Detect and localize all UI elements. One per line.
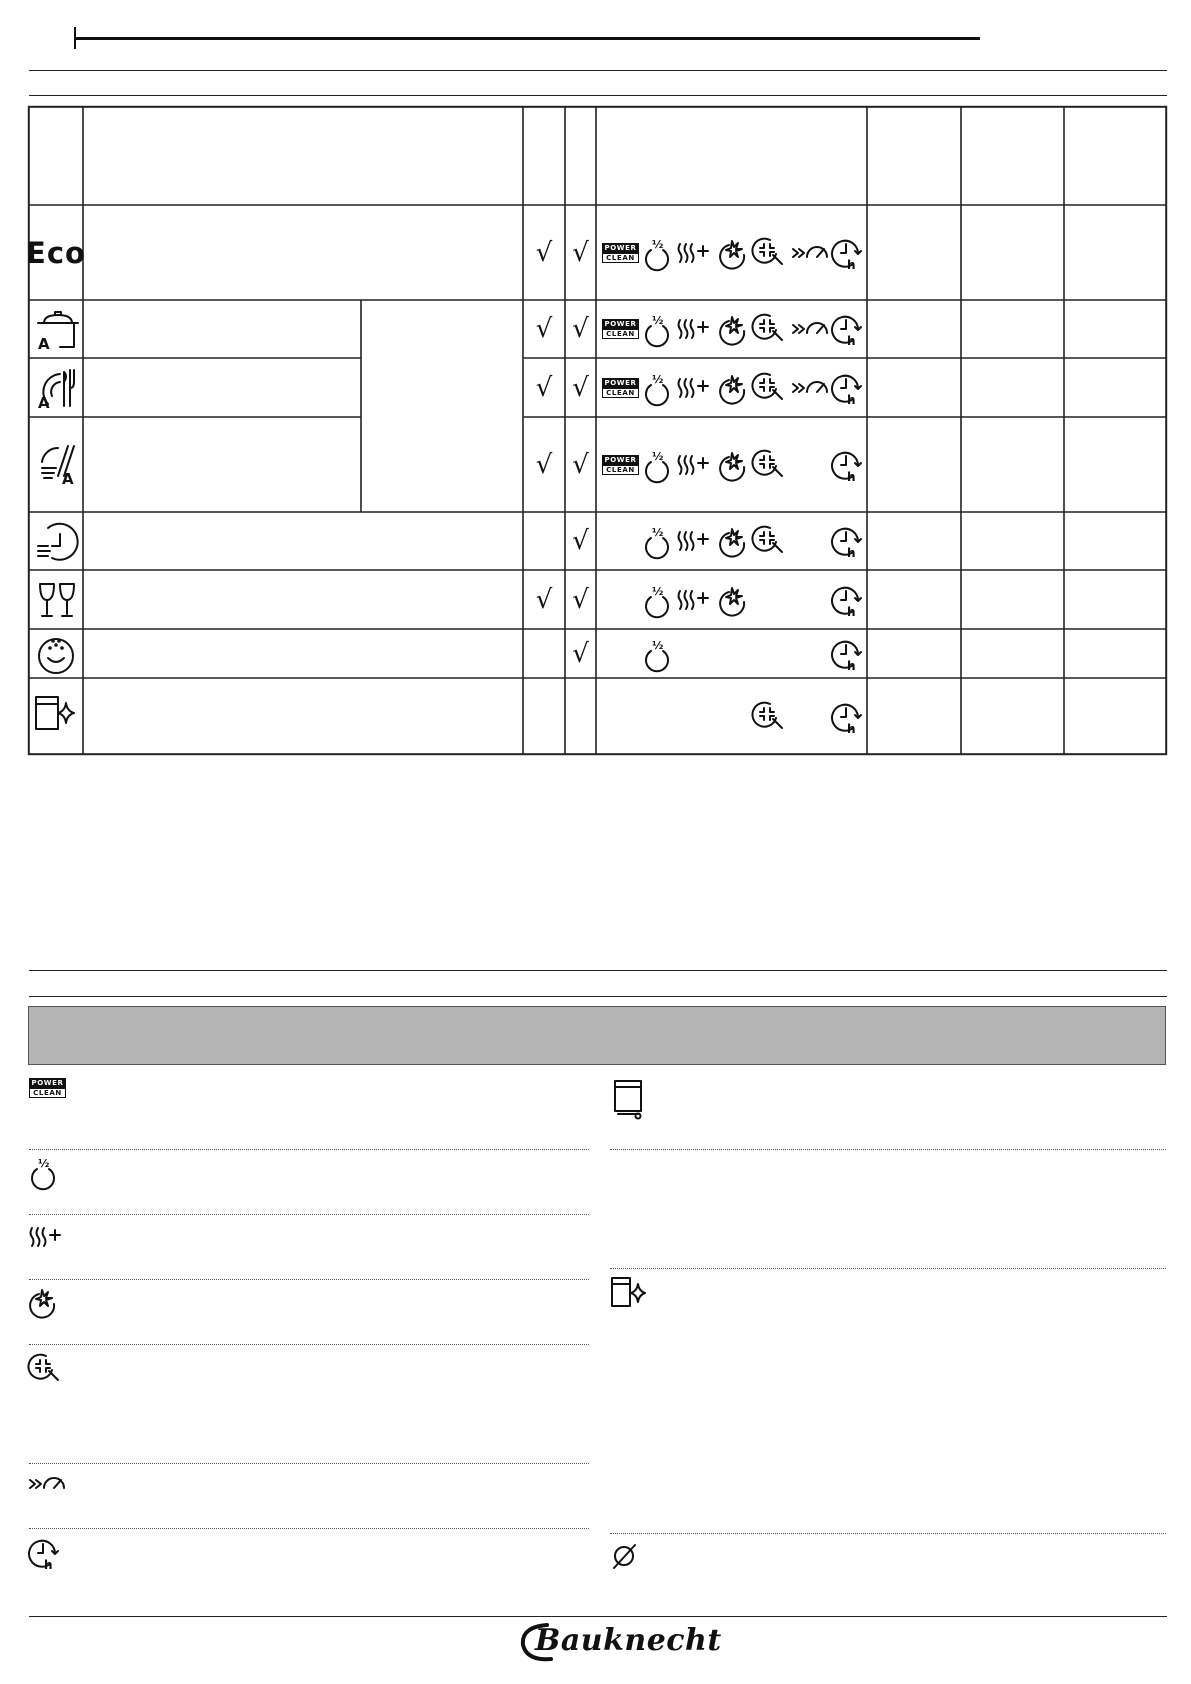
silent-smile-icon [34,634,78,676]
wine-glasses-icon [34,580,78,620]
legend-divider [29,1149,589,1150]
half-load-icon [642,372,672,404]
svg-text:h: h [44,1558,53,1572]
sanitize-icon [718,584,750,616]
power-clean-icon [602,378,639,398]
svg-text:½: ½ [652,638,664,652]
delay-start-icon [831,637,865,671]
svg-text:½: ½ [652,526,664,539]
extra-dry-icon [676,314,712,344]
half-load-icon [642,584,672,616]
turbo-icon [28,1472,68,1496]
dishwasher-tablet-icon [612,1078,648,1120]
delay-start-icon [831,583,865,617]
options-header-bar [28,1006,1166,1065]
zone-wash-icon [752,236,784,270]
zone-wash-icon [752,448,784,482]
svg-text:A: A [38,335,50,353]
power-clean-top: POWER [29,1078,66,1088]
legend-divider [29,1463,589,1464]
sanitize-icon [28,1286,60,1318]
check-col1-row5 [523,512,565,570]
check-col1-row6: √ [535,584,553,615]
half-load-icon [642,525,672,557]
legend-divider [29,1279,589,1280]
sanitize-icon [718,525,750,557]
svg-text:½: ½ [652,584,664,598]
delay-start-icon [831,700,865,734]
delay-start-icon [831,371,865,405]
check-col1-row3: √ [535,372,553,403]
power-clean-top: POWER [602,243,639,253]
turbo-icon [791,376,831,400]
zone-wash-icon [752,312,784,346]
legend-divider [29,1528,589,1529]
svg-text:½: ½ [652,314,664,327]
extra-dry-icon [676,238,712,268]
zone-wash-icon [752,371,784,405]
check-col2-row8 [565,678,596,755]
plate-cutlery-auto-icon [34,366,78,410]
eco-program-icon: Eco [26,235,86,270]
check-col2-row6: √ [572,584,589,615]
programs-table [28,106,1167,755]
check-col2-row2: √ [572,314,589,344]
options-rule-2 [29,996,1167,997]
svg-text:h: h [847,257,856,272]
check-col1-row7 [523,629,565,678]
top-rule-2 [29,95,1167,96]
check-col2-row1: √ [572,237,589,268]
svg-text:h: h [847,334,856,348]
dishes-cutlery-auto-icon [34,440,78,488]
sanitize-icon [718,449,750,481]
svg-text:½: ½ [652,372,664,386]
svg-text:½: ½ [652,449,664,463]
extra-dry-icon [676,526,712,556]
half-load-icon [642,313,672,345]
sanitize-icon [718,313,750,345]
machine-care-icon [34,693,78,733]
svg-text:½: ½ [38,1157,50,1170]
svg-text:A: A [38,394,50,412]
zone-wash-icon [28,1352,60,1386]
check-col1-row4: √ [535,449,553,480]
power-clean-icon [29,1078,66,1098]
svg-text:h: h [847,469,856,484]
extra-dry-icon [28,1222,64,1252]
delay-start-icon [831,448,865,482]
options-rule-1 [29,970,1167,971]
power-clean-top: POWER [602,319,639,329]
power-clean-bottom: CLEAN [602,253,639,263]
legend-divider [610,1533,1166,1534]
power-clean-bottom: CLEAN [602,465,639,475]
delay-start-icon [831,312,865,346]
quick-wash-icon [34,520,78,562]
brand-logo [517,1619,722,1665]
svg-text:h: h [847,721,856,736]
turbo-icon [791,241,831,265]
legend-divider [29,1344,589,1345]
power-clean-top: POWER [602,378,639,388]
delay-start-icon [831,236,865,270]
power-clean-bottom: CLEAN [602,329,639,339]
power-clean-icon [602,319,639,339]
legend-divider [29,1214,589,1215]
top-rule-1 [29,70,1167,71]
check-col1-row2: √ [535,314,553,344]
power-clean-icon [602,243,639,263]
sanitize-icon [718,237,750,269]
half-load-icon [642,638,672,670]
power-clean-bottom: CLEAN [602,388,639,398]
legend-divider [610,1149,1166,1150]
delay-start-icon [28,1536,62,1570]
extra-dry-icon [676,450,712,480]
svg-text:h: h [847,658,856,673]
header-bar [74,37,980,40]
extra-dry-icon [676,585,712,615]
power-clean-icon [602,455,639,475]
machine-care-icon [610,1276,650,1310]
delay-start-icon [831,524,865,558]
svg-text:h: h [847,604,856,619]
power-clean-top: POWER [602,455,639,465]
svg-text:A: A [62,470,74,488]
extra-dry-icon [676,373,712,403]
svg-text:½: ½ [652,237,664,251]
brand-name: Bauknecht [535,1623,722,1658]
turbo-icon [791,317,831,341]
sanitize-icon [718,372,750,404]
half-load-icon [28,1156,58,1188]
check-col2-row3: √ [572,372,589,403]
zone-wash-icon [752,700,784,734]
svg-text:h: h [847,546,856,560]
pot-auto-icon [34,309,78,351]
half-load-icon [642,237,672,269]
not-available-icon [610,1541,640,1571]
svg-text:h: h [847,392,856,407]
check-col2-row5: √ [572,526,589,556]
legend-divider [610,1268,1166,1269]
check-col2-row4: √ [572,449,589,480]
check-col1-row1: √ [535,237,553,268]
power-clean-bottom: CLEAN [29,1088,66,1098]
footer-rule [29,1616,1167,1617]
table-grid [28,106,1167,755]
half-load-icon [642,449,672,481]
zone-wash-icon [752,524,784,558]
check-col2-row7: √ [572,638,589,669]
check-col1-row8 [523,678,565,755]
